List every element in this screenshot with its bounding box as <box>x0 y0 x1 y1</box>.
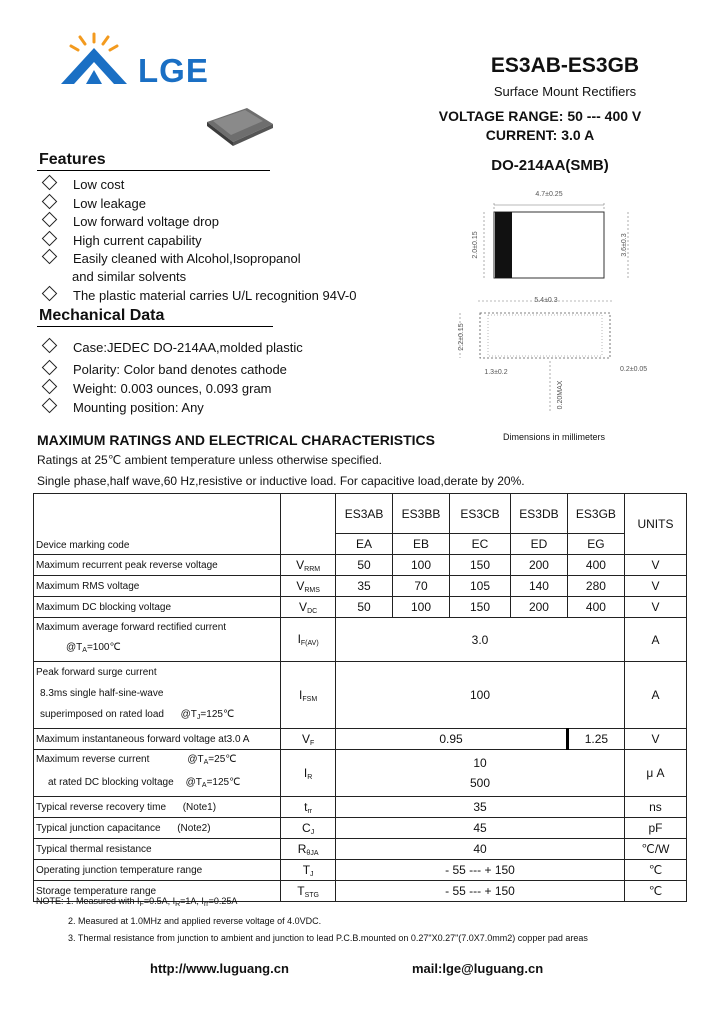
param-label: Operating junction temperature range <box>34 860 281 881</box>
param-symbol: $I_R$ <box>281 750 336 797</box>
diamond-bullet-icon <box>42 398 58 414</box>
features-title: Features <box>39 151 106 168</box>
table-row <box>34 750 687 797</box>
table-cell: 70 <box>393 576 450 597</box>
param-label: Maximum RMS voltage <box>34 576 281 597</box>
mechanical-divider <box>37 326 273 327</box>
list-item: The plastic material carries U/L recognition 94V-0 <box>44 288 356 303</box>
logo-mark-icon <box>58 22 138 92</box>
unit-cell: A <box>624 618 686 662</box>
subtitle: Surface Mount Rectifiers <box>493 84 637 99</box>
table-row <box>34 618 687 662</box>
param-symbol: $t_{rr}$ <box>281 797 336 818</box>
column-header: ES3CB <box>449 494 510 534</box>
unit-cell: V <box>624 555 686 576</box>
unit-cell: pF <box>624 818 686 839</box>
table-header-row <box>34 494 687 534</box>
param-symbol: $V_{RMS}$ <box>281 576 336 597</box>
unit-cell: A <box>624 662 686 729</box>
param-symbol: $T_{STG}$ <box>281 881 336 902</box>
param-symbol: $R_{\theta JA}$ <box>281 839 336 860</box>
voltage-range: VOLTAGE RANGE: 50 --- 400 V <box>438 108 642 124</box>
param-label: Typical junction capacitance (Note2) <box>34 818 281 839</box>
table-cell: 200 <box>511 555 568 576</box>
param-symbol: $V_F$ <box>281 729 336 750</box>
part-title: ES3AB-ES3GB <box>490 54 640 77</box>
table-cell: 35 <box>336 576 393 597</box>
table-row <box>34 797 687 818</box>
table-cell: 150 <box>449 597 510 618</box>
table-cell: 280 <box>567 576 624 597</box>
ratings-note-2: Single phase,half wave,60 Hz,resistive or inductive load. For capacitive load,derate by 20%. <box>37 474 525 488</box>
table-cell: 50 <box>336 597 393 618</box>
table-row <box>34 860 687 881</box>
unit-cell: V <box>624 729 686 750</box>
table-cell: 40 <box>336 839 625 860</box>
diamond-bullet-icon <box>42 338 58 354</box>
table-cell: 50 <box>336 555 393 576</box>
component-image <box>203 102 277 148</box>
side-outline <box>480 313 610 358</box>
list-item: Case:JEDEC DO-214AA,molded plastic <box>44 340 303 355</box>
diamond-bullet-icon <box>42 212 58 228</box>
marking-code: EA <box>336 534 393 555</box>
marking-code: ED <box>511 534 568 555</box>
param-label: Peak forward surge current 8.3ms single half-sine-wave superimposed on rated load $@T_J=125℃$ <box>34 662 281 729</box>
list-item: Low cost <box>44 177 124 192</box>
list-item-continuation: and similar solvents <box>72 269 187 284</box>
marking-code: EB <box>393 534 450 555</box>
table-cell: 400 <box>567 555 624 576</box>
param-symbol: $T_J$ <box>281 860 336 881</box>
marking-code: EC <box>449 534 510 555</box>
dimension-note: Dimensions in millimeters <box>503 432 606 442</box>
table-cell: 105 <box>449 576 510 597</box>
param-symbol: $V_{RRM}$ <box>281 555 336 576</box>
diamond-bullet-icon <box>42 194 58 210</box>
unit-cell: V <box>624 576 686 597</box>
table-cell: 400 <box>567 597 624 618</box>
diamond-bullet-icon <box>42 286 58 302</box>
unit-cell: μ A <box>624 750 686 797</box>
brand-name: LGE <box>138 52 209 89</box>
table-cell <box>281 494 336 555</box>
unit-cell: ℃ <box>624 881 686 902</box>
features-divider <box>37 170 270 171</box>
list-item: High current capability <box>44 233 202 248</box>
table-row <box>34 818 687 839</box>
features-list <box>44 177 404 307</box>
dim-thick: 0.2±0.05 <box>620 366 648 373</box>
diamond-bullet-icon <box>42 175 58 191</box>
package-name: DO-214AA(SMB) <box>491 157 609 174</box>
dim-top: 4.7±0.25 <box>535 191 563 198</box>
param-symbol: $C_J$ <box>281 818 336 839</box>
table-row <box>34 662 687 729</box>
table-cell: Device marking code <box>34 494 281 555</box>
logo <box>58 22 138 92</box>
mechanical-title: Mechanical Data <box>39 307 165 324</box>
table-cell: 100 <box>393 555 450 576</box>
param-symbol: $I_{FSM}$ <box>281 662 336 729</box>
table-cell: 100 <box>393 597 450 618</box>
table-cell: 0.95 <box>336 729 568 750</box>
ratings-title: MAXIMUM RATINGS AND ELECTRICAL CHARACTERISTICS <box>37 432 435 448</box>
marking-code: EG <box>567 534 624 555</box>
footnote-1: NOTE: 1. Measured with $I_F=0.5A$, $I_R=1A$, $I_{rr}=0.25A$ <box>36 896 238 908</box>
table-row <box>34 597 687 618</box>
cathode-band <box>495 212 512 278</box>
param-label: Storage temperature range <box>34 881 281 902</box>
table-cell: - 55 --- + 150 <box>336 881 625 902</box>
footnote-3: 3. Thermal resistance from junction to ambient and junction to lead P.C.B.mounted on 0.27"X0.27"(7.0X7.0mm2) copper pad areas <box>68 933 588 943</box>
column-header: ES3BB <box>393 494 450 534</box>
footnotes <box>36 893 588 947</box>
table-cell: 10 500 <box>336 750 625 797</box>
param-label: Maximum instantaneous forward voltage at3.0 A <box>34 729 281 750</box>
table-row <box>34 555 687 576</box>
param-label: Typical thermal resistance <box>34 839 281 860</box>
table-cell: 1.25 <box>567 729 624 750</box>
param-symbol: $V_{DC}$ <box>281 597 336 618</box>
table-cell: 45 <box>336 818 625 839</box>
mechanical-list <box>44 340 404 420</box>
footnote-2: 2. Measured at 1.0MHz and applied reverse voltage of 4.0VDC. <box>68 916 322 926</box>
table-cell: 140 <box>511 576 568 597</box>
unit-cell: ℃ <box>624 860 686 881</box>
unit-cell: V <box>624 597 686 618</box>
param-label: Maximum recurrent peak reverse voltage <box>34 555 281 576</box>
diamond-bullet-icon <box>42 360 58 376</box>
list-item: Mounting position: Any <box>44 400 204 415</box>
dim-side-h: 2.2±0.15 <box>458 323 465 351</box>
param-label: Maximum average forward rectified current $@T_A=100℃$ <box>34 618 281 662</box>
unit-cell: ns <box>624 797 686 818</box>
list-item: Weight: 0.003 ounces, 0.093 gram <box>44 381 272 396</box>
param-label: Maximum reverse current $@T_A=25℃$ at rated DC blocking voltage $@T_A=125℃$ <box>34 750 281 797</box>
column-header: ES3DB <box>511 494 568 534</box>
ratings-note-1: Ratings at 25℃ ambient temperature unless otherwise specified. <box>37 453 382 467</box>
dim-left-h: 2.0±0.15 <box>472 231 479 259</box>
current-rating: CURRENT: 3.0 A <box>485 127 595 143</box>
diamond-bullet-icon <box>42 249 58 265</box>
dim-right-h: 3.6±0.3 <box>621 233 628 257</box>
diamond-bullet-icon <box>42 379 58 395</box>
table-cell: - 55 --- + 150 <box>336 860 625 881</box>
column-header: ES3GB <box>567 494 624 534</box>
param-label: Maximum DC blocking voltage <box>34 597 281 618</box>
list-item: Easily cleaned with Alcohol,Isopropanol <box>44 251 301 266</box>
dim-width: 5.4±0.3 <box>534 297 558 304</box>
dim-bottom: 0.20MAX <box>557 380 564 410</box>
param-label: Typical reverse recovery time (Note1) <box>34 797 281 818</box>
table-cell: 150 <box>449 555 510 576</box>
list-item: Low forward voltage drop <box>44 214 219 229</box>
list-item: Low leakage <box>44 196 146 211</box>
table-cell: 100 <box>336 662 625 729</box>
table-row <box>34 729 687 750</box>
table-cell: 200 <box>511 597 568 618</box>
units-header: UNITS <box>624 494 686 555</box>
param-symbol: $I_{F(AV)}$ <box>281 618 336 662</box>
package-drawing <box>450 183 670 423</box>
dim-lead: 1.3±0.2 <box>484 369 508 376</box>
unit-cell: ℃/W <box>624 839 686 860</box>
table-cell: 3.0 <box>336 618 625 662</box>
list-item: Polarity: Color band denotes cathode <box>44 362 287 377</box>
table-row <box>34 576 687 597</box>
column-header: ES3AB <box>336 494 393 534</box>
website-link[interactable]: http://www.luguang.cn <box>150 961 289 976</box>
table-row <box>34 839 687 860</box>
email-link[interactable]: mail:lge@luguang.cn <box>412 961 544 976</box>
diamond-bullet-icon <box>42 231 58 247</box>
ratings-table <box>33 493 687 902</box>
table-cell: 35 <box>336 797 625 818</box>
